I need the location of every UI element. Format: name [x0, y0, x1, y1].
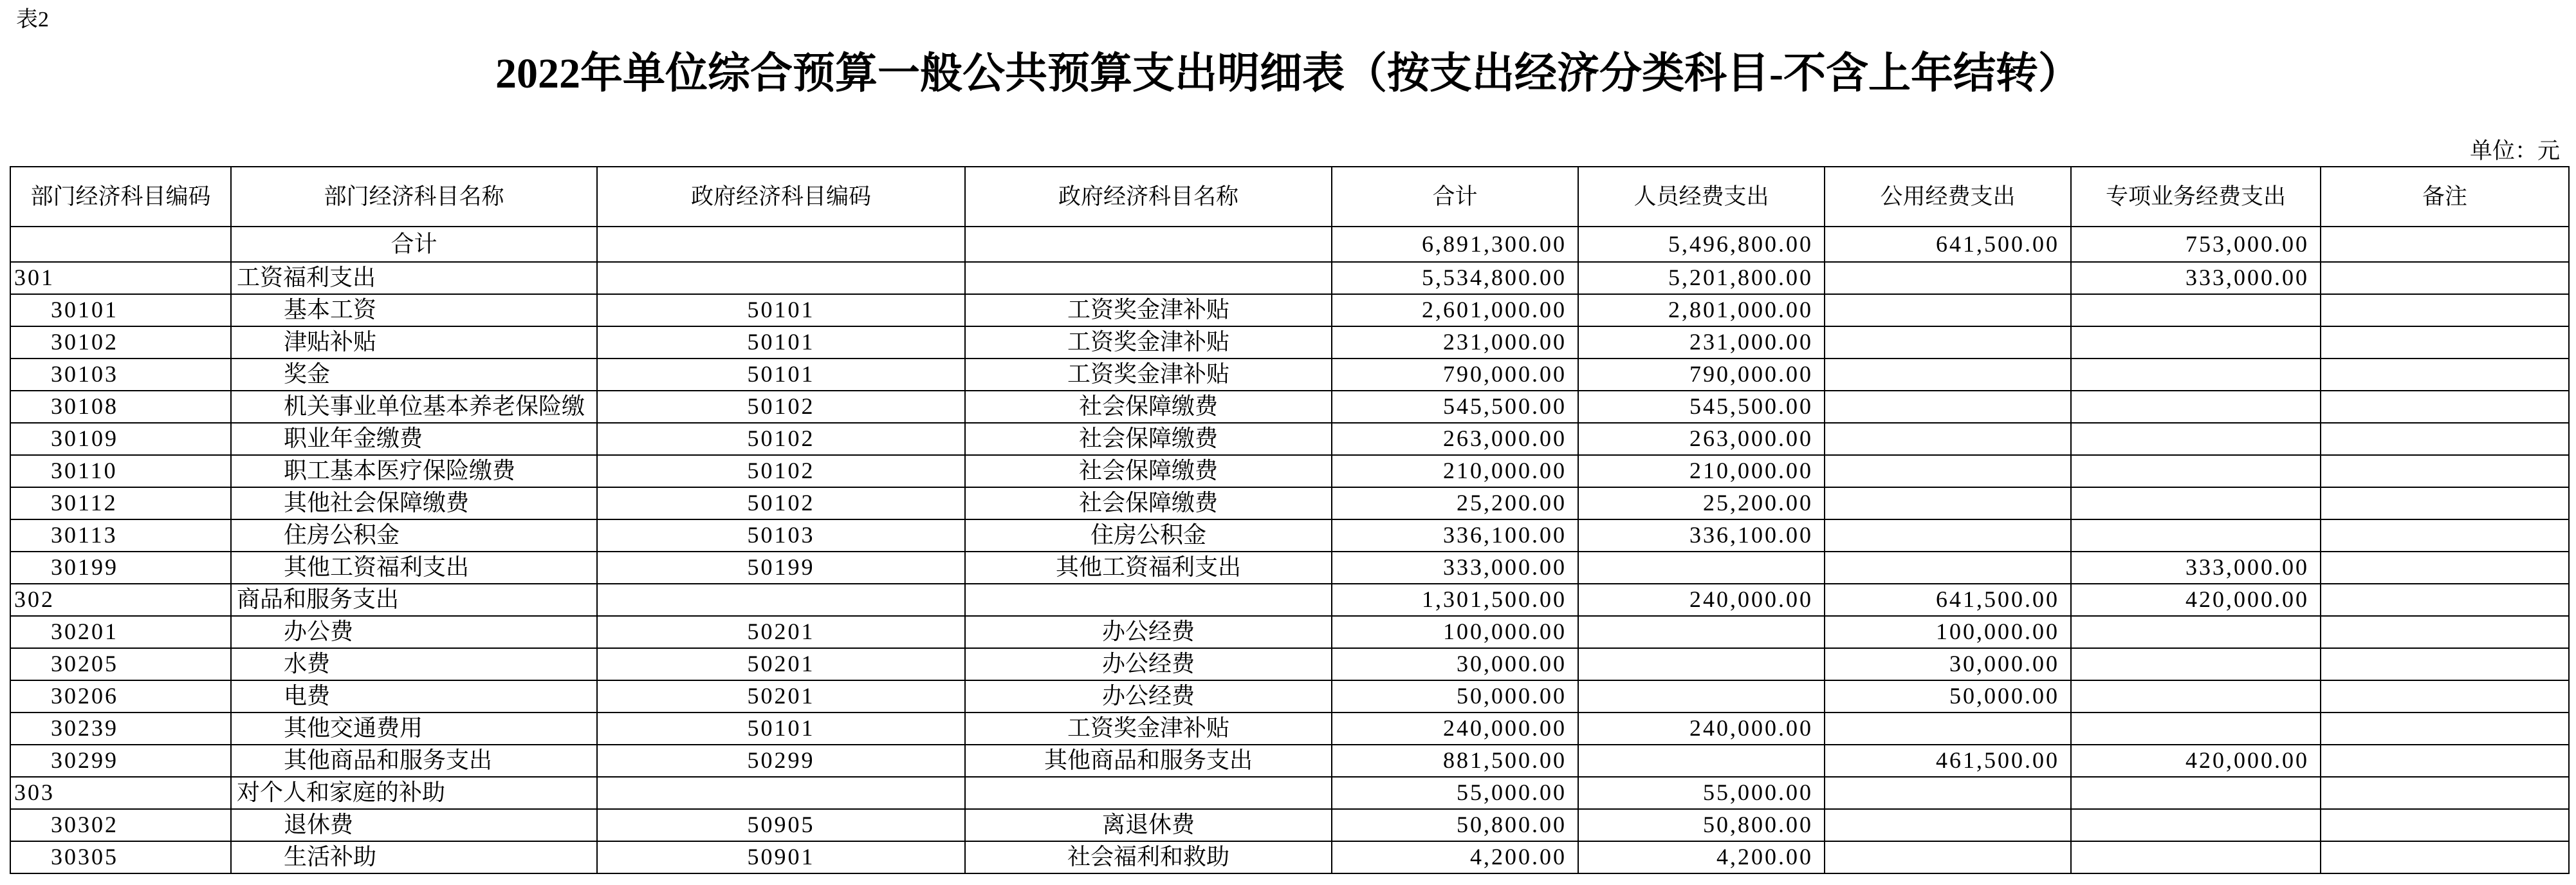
table-row-item [10, 552, 2569, 584]
remark-cell [2321, 391, 2569, 423]
gov-name-cell: 其他工资福利支出 [965, 552, 1332, 584]
remark-cell [2321, 713, 2569, 745]
total-amount-cell: 336,100.00 [1332, 519, 1578, 552]
dept-name-cell: 电费 [231, 680, 597, 713]
special-amount-cell [2071, 841, 2321, 873]
remark-cell [2321, 359, 2569, 391]
column-header-gov-name: 政府经济科目名称 [965, 167, 1332, 227]
dept-name-cell: 商品和服务支出 [231, 584, 597, 616]
public-amount-cell: 30,000.00 [1825, 648, 2071, 680]
gov-name-cell: 社会保障缴费 [965, 423, 1332, 455]
dept-name-cell: 基本工资 [231, 294, 597, 326]
remark-cell [2321, 680, 2569, 713]
dept-name-cell: 生活补助 [231, 841, 597, 873]
public-amount-cell [1825, 519, 2071, 552]
personnel-amount-cell: 5,496,800.00 [1578, 227, 1825, 262]
public-amount-cell [1825, 423, 2071, 455]
personnel-amount-cell [1578, 680, 1825, 713]
remark-cell [2321, 841, 2569, 873]
gov-name-cell: 社会保障缴费 [965, 391, 1332, 423]
table-row-item [10, 745, 2569, 777]
special-amount-cell: 333,000.00 [2071, 262, 2321, 294]
gov-code-cell: 50101 [597, 294, 965, 326]
table-row-item [10, 648, 2569, 680]
remark-cell [2321, 262, 2569, 294]
table-number-label: 表2 [16, 8, 49, 32]
gov-name-cell: 社会保障缴费 [965, 455, 1332, 487]
special-amount-cell [2071, 294, 2321, 326]
remark-cell [2321, 227, 2569, 262]
public-amount-cell [1825, 841, 2071, 873]
dept-code-cell: 30206 [10, 680, 231, 713]
personnel-amount-cell [1578, 648, 1825, 680]
total-amount-cell: 2,601,000.00 [1332, 294, 1578, 326]
public-amount-cell [1825, 262, 2071, 294]
total-amount-cell: 545,500.00 [1332, 391, 1578, 423]
dept-code-cell: 30103 [10, 359, 231, 391]
table-body [10, 227, 2569, 873]
remark-cell [2321, 423, 2569, 455]
public-amount-cell [1825, 359, 2071, 391]
total-amount-cell: 30,000.00 [1332, 648, 1578, 680]
personnel-amount-cell [1578, 745, 1825, 777]
dept-code-cell: 30108 [10, 391, 231, 423]
remark-cell [2321, 648, 2569, 680]
gov-name-cell: 离退休费 [965, 809, 1332, 841]
total-amount-cell: 50,000.00 [1332, 680, 1578, 713]
gov-code-cell [597, 227, 965, 262]
table-row-item [10, 326, 2569, 359]
table-row-item [10, 294, 2569, 326]
table-row-item [10, 519, 2569, 552]
personnel-amount-cell: 231,000.00 [1578, 326, 1825, 359]
dept-code-cell: 30205 [10, 648, 231, 680]
dept-code-cell: 302 [10, 584, 231, 616]
gov-name-cell [965, 777, 1332, 809]
gov-name-cell [965, 262, 1332, 294]
dept-name-cell: 奖金 [231, 359, 597, 391]
public-amount-cell: 50,000.00 [1825, 680, 2071, 713]
dept-name-cell: 机关事业单位基本养老保险缴 [231, 391, 597, 423]
dept-code-cell [10, 227, 231, 262]
header-row [10, 167, 2569, 227]
total-amount-cell: 50,800.00 [1332, 809, 1578, 841]
gov-name-cell [965, 584, 1332, 616]
public-amount-cell [1825, 713, 2071, 745]
table-row-item [10, 455, 2569, 487]
table-row-item [10, 391, 2569, 423]
dept-code-cell: 30101 [10, 294, 231, 326]
personnel-amount-cell: 790,000.00 [1578, 359, 1825, 391]
gov-code-cell [597, 584, 965, 616]
dept-name-cell: 其他工资福利支出 [231, 552, 597, 584]
personnel-amount-cell: 2,801,000.00 [1578, 294, 1825, 326]
special-amount-cell [2071, 326, 2321, 359]
public-amount-cell: 461,500.00 [1825, 745, 2071, 777]
table-row-item [10, 680, 2569, 713]
special-amount-cell [2071, 423, 2321, 455]
gov-code-cell [597, 262, 965, 294]
gov-code-cell: 50201 [597, 648, 965, 680]
dept-code-cell: 30113 [10, 519, 231, 552]
public-amount-cell [1825, 552, 2071, 584]
table-row-item [10, 487, 2569, 519]
gov-name-cell: 住房公积金 [965, 519, 1332, 552]
table-row-item [10, 841, 2569, 873]
page-title: 2022年单位综合预算一般公共预算支出明细表（按支出经济分类科目-不含上年结转） [495, 50, 2081, 97]
personnel-amount-cell: 5,201,800.00 [1578, 262, 1825, 294]
personnel-amount-cell [1578, 552, 1825, 584]
remark-cell [2321, 616, 2569, 648]
total-amount-cell: 5,534,800.00 [1332, 262, 1578, 294]
remark-cell [2321, 584, 2569, 616]
total-amount-cell: 240,000.00 [1332, 713, 1578, 745]
gov-name-cell: 工资奖金津补贴 [965, 713, 1332, 745]
dept-code-cell: 30199 [10, 552, 231, 584]
personnel-amount-cell: 240,000.00 [1578, 584, 1825, 616]
table-row-category [10, 777, 2569, 809]
public-amount-cell [1825, 326, 2071, 359]
special-amount-cell: 420,000.00 [2071, 584, 2321, 616]
public-amount-cell: 100,000.00 [1825, 616, 2071, 648]
personnel-amount-cell: 263,000.00 [1578, 423, 1825, 455]
gov-code-cell: 50299 [597, 745, 965, 777]
table-row-category [10, 262, 2569, 294]
column-header-special: 专项业务经费支出 [2071, 167, 2321, 227]
total-amount-cell: 6,891,300.00 [1332, 227, 1578, 262]
special-amount-cell [2071, 359, 2321, 391]
dept-name-cell: 工资福利支出 [231, 262, 597, 294]
dept-code-cell: 30102 [10, 326, 231, 359]
gov-code-cell: 50199 [597, 552, 965, 584]
dept-name-cell: 对个人和家庭的补助 [231, 777, 597, 809]
gov-name-cell: 社会福利和救助 [965, 841, 1332, 873]
gov-code-cell: 50201 [597, 680, 965, 713]
total-amount-cell: 4,200.00 [1332, 841, 1578, 873]
gov-name-cell: 工资奖金津补贴 [965, 294, 1332, 326]
special-amount-cell [2071, 680, 2321, 713]
personnel-amount-cell: 545,500.00 [1578, 391, 1825, 423]
personnel-amount-cell: 240,000.00 [1578, 713, 1825, 745]
total-amount-cell: 263,000.00 [1332, 423, 1578, 455]
special-amount-cell [2071, 648, 2321, 680]
special-amount-cell [2071, 391, 2321, 423]
column-header-public: 公用经费支出 [1825, 167, 2071, 227]
personnel-amount-cell: 55,000.00 [1578, 777, 1825, 809]
gov-code-cell: 50103 [597, 519, 965, 552]
personnel-amount-cell: 336,100.00 [1578, 519, 1825, 552]
remark-cell [2321, 487, 2569, 519]
budget-expenditure-table [10, 166, 2570, 874]
column-header-total: 合计 [1332, 167, 1578, 227]
special-amount-cell [2071, 487, 2321, 519]
column-header-remark: 备注 [2321, 167, 2569, 227]
special-amount-cell: 753,000.00 [2071, 227, 2321, 262]
dept-name-cell: 职业年金缴费 [231, 423, 597, 455]
dept-code-cell: 30302 [10, 809, 231, 841]
table-row-item [10, 616, 2569, 648]
personnel-amount-cell: 25,200.00 [1578, 487, 1825, 519]
table-row-item [10, 809, 2569, 841]
public-amount-cell [1825, 294, 2071, 326]
total-amount-cell: 333,000.00 [1332, 552, 1578, 584]
special-amount-cell: 333,000.00 [2071, 552, 2321, 584]
dept-name-cell: 住房公积金 [231, 519, 597, 552]
total-amount-cell: 100,000.00 [1332, 616, 1578, 648]
gov-name-cell: 办公经费 [965, 648, 1332, 680]
remark-cell [2321, 455, 2569, 487]
dept-name-cell: 其他社会保障缴费 [231, 487, 597, 519]
public-amount-cell: 641,500.00 [1825, 584, 2071, 616]
gov-code-cell: 50901 [597, 841, 965, 873]
dept-name-cell: 合计 [231, 227, 597, 262]
special-amount-cell [2071, 519, 2321, 552]
dept-code-cell: 30110 [10, 455, 231, 487]
total-amount-cell: 210,000.00 [1332, 455, 1578, 487]
total-amount-cell: 55,000.00 [1332, 777, 1578, 809]
gov-code-cell: 50102 [597, 487, 965, 519]
public-amount-cell [1825, 809, 2071, 841]
dept-code-cell: 30299 [10, 745, 231, 777]
dept-name-cell: 办公费 [231, 616, 597, 648]
dept-code-cell: 30305 [10, 841, 231, 873]
public-amount-cell [1825, 487, 2071, 519]
public-amount-cell [1825, 777, 2071, 809]
table-header [10, 167, 2569, 227]
dept-name-cell: 其他交通费用 [231, 713, 597, 745]
personnel-amount-cell: 210,000.00 [1578, 455, 1825, 487]
public-amount-cell [1825, 455, 2071, 487]
public-amount-cell [1825, 391, 2071, 423]
gov-code-cell: 50101 [597, 713, 965, 745]
dept-name-cell: 水费 [231, 648, 597, 680]
personnel-amount-cell [1578, 616, 1825, 648]
remark-cell [2321, 294, 2569, 326]
dept-name-cell: 职工基本医疗保险缴费 [231, 455, 597, 487]
gov-name-cell: 办公经费 [965, 680, 1332, 713]
column-header-personnel: 人员经费支出 [1578, 167, 1825, 227]
unit-label: 单位：元 [2469, 138, 2560, 163]
gov-name-cell: 工资奖金津补贴 [965, 359, 1332, 391]
table-row-item [10, 423, 2569, 455]
dept-name-cell: 津贴补贴 [231, 326, 597, 359]
dept-code-cell: 301 [10, 262, 231, 294]
gov-name-cell: 工资奖金津补贴 [965, 326, 1332, 359]
gov-code-cell: 50905 [597, 809, 965, 841]
remark-cell [2321, 809, 2569, 841]
gov-name-cell: 社会保障缴费 [965, 487, 1332, 519]
personnel-amount-cell: 50,800.00 [1578, 809, 1825, 841]
remark-cell [2321, 326, 2569, 359]
dept-code-cell: 303 [10, 777, 231, 809]
public-amount-cell: 641,500.00 [1825, 227, 2071, 262]
total-amount-cell: 881,500.00 [1332, 745, 1578, 777]
dept-code-cell: 30109 [10, 423, 231, 455]
table-row-item [10, 359, 2569, 391]
gov-code-cell: 50201 [597, 616, 965, 648]
personnel-amount-cell: 4,200.00 [1578, 841, 1825, 873]
gov-code-cell: 50101 [597, 359, 965, 391]
table-row-category [10, 584, 2569, 616]
total-amount-cell: 231,000.00 [1332, 326, 1578, 359]
dept-name-cell: 其他商品和服务支出 [231, 745, 597, 777]
special-amount-cell [2071, 455, 2321, 487]
dept-name-cell: 退休费 [231, 809, 597, 841]
special-amount-cell [2071, 777, 2321, 809]
gov-name-cell [965, 227, 1332, 262]
column-header-dept-code: 部门经济科目编码 [10, 167, 231, 227]
special-amount-cell: 420,000.00 [2071, 745, 2321, 777]
remark-cell [2321, 552, 2569, 584]
gov-name-cell: 办公经费 [965, 616, 1332, 648]
special-amount-cell [2071, 616, 2321, 648]
remark-cell [2321, 519, 2569, 552]
table-row-total [10, 227, 2569, 262]
table-row-item [10, 713, 2569, 745]
dept-code-cell: 30201 [10, 616, 231, 648]
special-amount-cell [2071, 713, 2321, 745]
special-amount-cell [2071, 809, 2321, 841]
dept-code-cell: 30112 [10, 487, 231, 519]
remark-cell [2321, 745, 2569, 777]
gov-code-cell: 50102 [597, 423, 965, 455]
remark-cell [2321, 777, 2569, 809]
total-amount-cell: 1,301,500.00 [1332, 584, 1578, 616]
total-amount-cell: 25,200.00 [1332, 487, 1578, 519]
gov-name-cell: 其他商品和服务支出 [965, 745, 1332, 777]
gov-code-cell: 50102 [597, 455, 965, 487]
dept-code-cell: 30239 [10, 713, 231, 745]
column-header-dept-name: 部门经济科目名称 [231, 167, 597, 227]
column-header-gov-code: 政府经济科目编码 [597, 167, 965, 227]
total-amount-cell: 790,000.00 [1332, 359, 1578, 391]
gov-code-cell: 50102 [597, 391, 965, 423]
gov-code-cell [597, 777, 965, 809]
gov-code-cell: 50101 [597, 326, 965, 359]
